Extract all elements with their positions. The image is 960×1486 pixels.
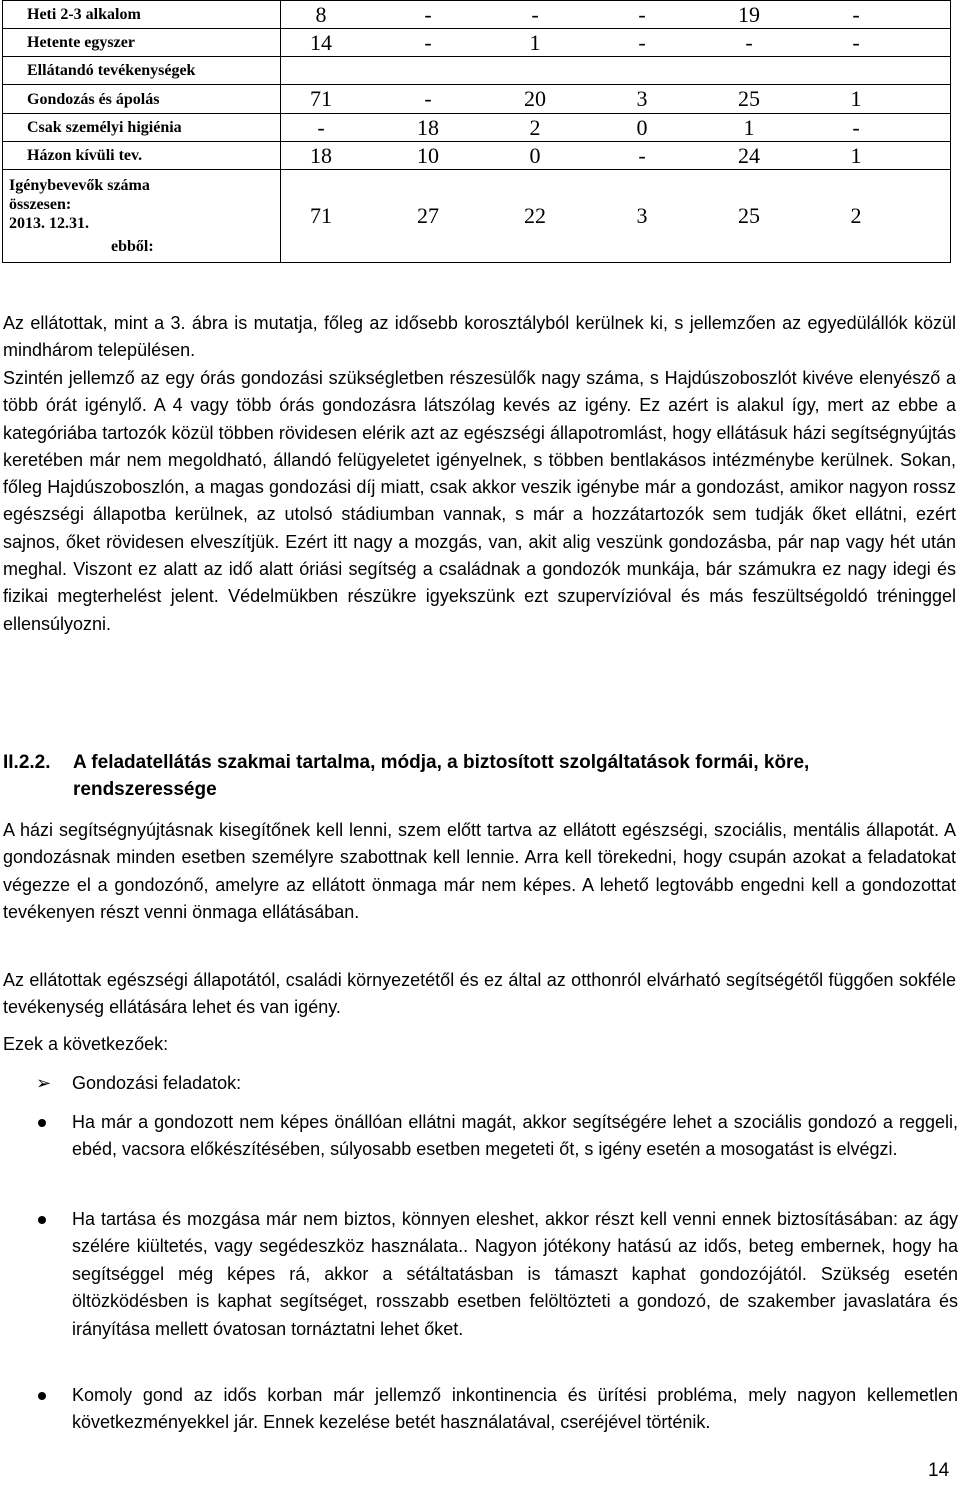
section-number: II.2.2. — [3, 752, 51, 773]
summary-label-line: 2013. 12.31. — [9, 215, 89, 232]
bullet-icon — [38, 1216, 46, 1224]
cell-value: 22 — [524, 203, 546, 228]
cell-value: - — [424, 86, 432, 111]
list-item-text: Ha már a gondozott nem képes önállóan ellátni magát, akkor segítségére lehet a szociális gondozó a reggeli, ebéd, vacsora előkészítésében, súlyosabb esetben megeteti őt, s igény esetén a mosogatást is elvégzi. — [72, 1112, 958, 1160]
section-heading — [3, 749, 956, 803]
row-label: Házon kívüli tev. — [3, 142, 281, 170]
summary-label-line: összesen: — [9, 196, 72, 213]
cell-value: - — [745, 29, 753, 55]
cell-value: 71 — [310, 86, 332, 111]
cell-value: - — [638, 142, 646, 168]
page-number: 14 — [928, 1460, 950, 1481]
cell-value: 18 — [417, 114, 439, 140]
section-title: rendszeressége — [73, 779, 217, 800]
cell-value: 1 — [529, 29, 541, 55]
cell-value: 3 — [636, 86, 648, 111]
cell-value: 1 — [850, 142, 862, 168]
table-row — [3, 1, 951, 29]
row-label: Gondozás és ápolás — [3, 85, 281, 114]
cell-value: - — [638, 1, 646, 27]
summary-label-line: ebből: — [111, 238, 154, 255]
cell-value: - — [317, 114, 325, 140]
cell-value: 25 — [738, 86, 760, 111]
cell-value: - — [852, 29, 860, 55]
cell-value: 25 — [738, 203, 760, 228]
cell-value: - — [852, 114, 860, 140]
cell-value: 1 — [743, 114, 755, 140]
list-item-text: Gondozási feladatok: — [72, 1073, 242, 1093]
cell-value: - — [424, 1, 432, 27]
section-title: A feladatellátás szakmai tartalma, módja, a biztosított szolgáltatások formái, köre, — [73, 752, 810, 773]
paragraph: Az ellátottak egészségi állapotától, családi környezetétől és ez által az otthonról elvárható segítségétől függően sokféle tevékenység ellátására lehet és van igény. — [3, 970, 956, 1018]
paragraph: A házi segítségnyújtásnak kisegítőnek kell lenni, szem előtt tartva az ellátott egészségi, szociális, mentális állapotát. A gondozásnak minden esetben személyre szabottnak kell lennie. Arra kell törekedni, hogy csupán azokat a feladatokat végezze el a gondozónő, amelyre az ellátott önmaga már nem képes. A lehető legtovább engedni kell a gondozottat tevékenyen részt venni önmaga ellátásában. — [3, 820, 956, 922]
arrow-bullet-icon: ➢ — [36, 1073, 52, 1093]
list-item-text: Komoly gond az idős korban már jellemző inkontinencia és ürítési probléma, mely nagyon kellemetlen következményekkel jár. Ennek kezelése betét használatával, cseréjével történik. — [72, 1385, 958, 1433]
cell-value: 0 — [636, 114, 648, 140]
paragraph: Az ellátottak, mint a 3. ábra is mutatja, főleg az idősebb korosztályból kerülnek ki, s jellemzően az egyedülállók közül mindhárom településen. — [3, 313, 956, 361]
cell-value: 14 — [310, 29, 332, 55]
cell-value: - — [638, 29, 646, 55]
cell-value: - — [852, 1, 860, 27]
row-label: Hetente egyszer — [3, 29, 281, 57]
cell-value: 27 — [417, 203, 439, 228]
table-row-summary — [3, 170, 951, 263]
table-row — [3, 29, 951, 57]
summary-label — [3, 170, 281, 263]
cell-value: 2 — [529, 114, 541, 140]
cell-value: 3 — [636, 203, 648, 228]
paragraph: Ezek a következőek: — [3, 1034, 169, 1054]
statistics-table — [2, 0, 951, 263]
table-row — [3, 114, 951, 142]
cell-value: - — [424, 29, 432, 55]
cell-value: 24 — [738, 142, 760, 168]
cell-value: 2 — [850, 203, 862, 228]
table-row — [3, 85, 951, 114]
cell-value: 8 — [315, 1, 327, 27]
cell-value: 19 — [738, 1, 760, 27]
bullet-icon — [38, 1392, 46, 1400]
table-row — [3, 57, 951, 85]
cell-value: - — [531, 1, 539, 27]
cell-value: 20 — [524, 86, 546, 111]
row-label: Ellátandó tevékenységek — [3, 57, 281, 85]
row-label: Csak személyi higiénia — [3, 114, 281, 142]
cell-value: 0 — [529, 142, 541, 168]
summary-label-line: Igénybevevők száma — [9, 177, 150, 194]
cell-value: 18 — [310, 142, 332, 168]
list-item-text: Ha tartása és mozgása már nem biztos, könnyen eleshet, akkor részt kell venni ennek biztosításában: az ágy szélére kiültetés, vagy segédeszköz használata.. Nagyon jótékony hatású az idős, beteg embernek, hogy ha segítséggel még képes rá, akkor a sétáltatásban is támaszt kaphat gondozójától. Szükség esetén öltözködésben is kaphat segítséget, rosszabb esetben felöltözteti a gondozó, de szakember javaslatára és irányítása mellett óvatosan tornáztatni lehet őket. — [72, 1209, 958, 1339]
cell-value: 71 — [310, 203, 332, 228]
table-row — [3, 142, 951, 170]
cell-value: 1 — [850, 86, 862, 111]
cell-value: 10 — [417, 142, 439, 168]
bullet-icon — [38, 1119, 46, 1127]
paragraph: Szintén jellemző az egy órás gondozási szükségletben részesülők nagy száma, s Hajdúszoboszlót kivéve elenyésző a több órát igénylő. A 4 vagy több órás gondozásra látszólag kevés az igény. Ez azért is alakul így, mert az ebbe a kategóriába tartozók közül többen rövidesen elérik azt az egészségi állapotromlást, hogy ellátásuk házi segítségnyújtás keretében már nem megoldható, állandó felügyeletet igényelnek, s többen bentlakásos intézménybe kerülnek. Sokan, főleg Hajdúszoboszlón, a magas gondozási díj miatt, csak akkor veszik igénybe már a gondozást, amikor nagyon rossz egészségi állapotba kerülnek, az utolsó stádiumban vannak, s már a hozzátartozók sem tudják őket ellátni, ezért sajnos, őket rövidesen elveszítjük. Ezért itt nagy a mozgás, van, akit alig veszünk gondozásba, pár nap vagy hét után meghal. Viszont ez alatt az idő alatt óriási segítség a családnak a gondozók munkája, bár számukra ez nagy idegi és fizikai megterhelést jelent. Védelmükben részükre igyekszünk ezt szupervízióval és más feszültségoldó tréninggel ellensúlyozni. — [3, 368, 956, 634]
row-label: Heti 2-3 alkalom — [3, 1, 281, 29]
